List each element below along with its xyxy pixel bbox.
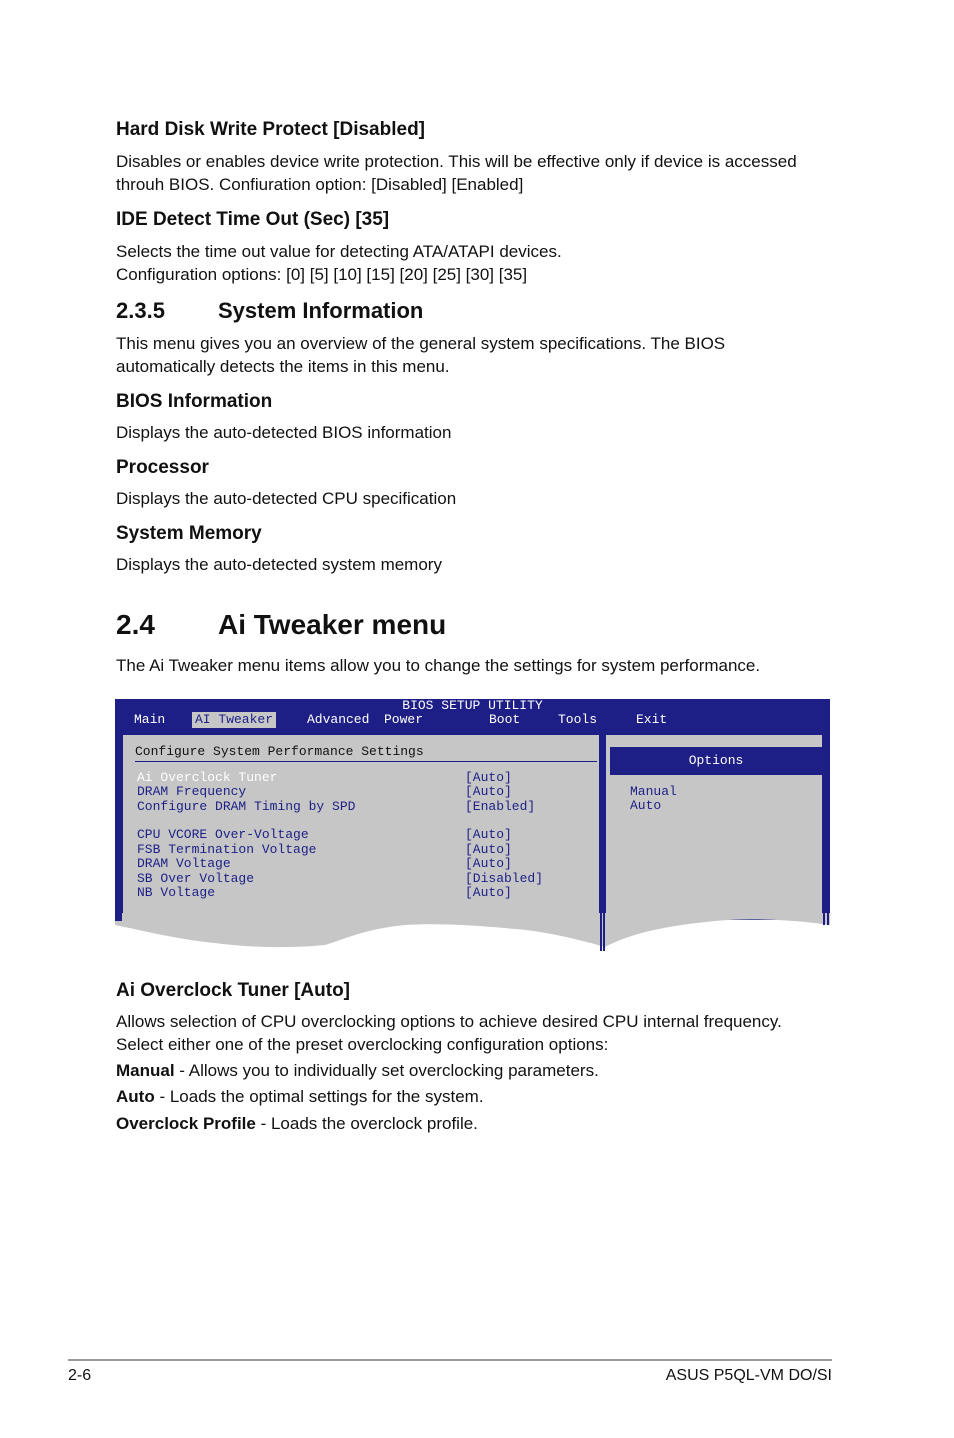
aioc-profile [116, 1112, 478, 1135]
options-panel [604, 733, 824, 919]
option-auto[interactable]: Auto [630, 798, 662, 813]
setting-value[interactable]: [Auto] [465, 784, 512, 799]
aitweaker-intro: The Ai Tweaker menu items allow you to change the settings for system performance. [116, 656, 761, 675]
setting-value[interactable]: [Auto] [465, 856, 512, 871]
ide-line1: Selects the time out value for detecting ATA/ATAPI devices. [116, 242, 562, 261]
setting-cpu-vcore[interactable]: CPU VCORE Over-Voltage [137, 827, 309, 842]
footer-page-number: 2-6 [68, 1367, 92, 1384]
ide-line2: Configuration options: [0] [5] [10] [15] [20] [25] [30] [35] [116, 265, 528, 284]
sysinfo-line2: automatically detects the items in this menu. [116, 357, 450, 376]
bios-menu-boot[interactable]: Boot [489, 712, 521, 727]
bios-menu-power[interactable]: Power [384, 712, 424, 727]
bios-menu-exit[interactable]: Exit [636, 712, 668, 727]
sysinfo-line1: This menu gives you an overview of the general system specifications. The BIOS [116, 334, 726, 353]
manual-text: - Allows you to individually set overclocking parameters. [174, 1061, 599, 1080]
setting-value[interactable]: [Auto] [465, 885, 512, 900]
sysmem-heading: System Memory [116, 523, 262, 544]
torn-edge [115, 913, 830, 953]
bios-body [115, 730, 830, 920]
processor-heading: Processor [116, 457, 209, 478]
ide-heading: IDE Detect Time Out (Sec) [35] [116, 209, 390, 230]
aioc-manual [116, 1059, 599, 1082]
setting-dram-voltage[interactable]: DRAM Voltage [137, 856, 231, 871]
option-manual[interactable]: Manual [630, 784, 677, 799]
setting-value[interactable]: [Auto] [465, 842, 512, 857]
sysmem-text: Displays the auto-detected system memory [116, 555, 442, 574]
setting-value[interactable]: [Auto] [465, 827, 512, 842]
aioc-heading: Ai Overclock Tuner [Auto] [116, 980, 351, 1001]
hdwp-line2: throuh BIOS. Confiuration option: [Disabled] [Enabled] [116, 175, 524, 194]
profile-label: Overclock Profile [116, 1114, 256, 1133]
section-title: Ai Tweaker menu [218, 609, 447, 640]
setting-value[interactable]: [Enabled] [465, 799, 536, 814]
section-number: 2.4 [116, 609, 155, 640]
section-title: System Information [218, 298, 424, 323]
bios-menu-tools[interactable]: Tools [558, 712, 598, 727]
bios-menu-ai-tweaker[interactable]: AI Tweaker [192, 712, 276, 728]
footer-product: ASUS P5QL-VM DO/SI [665, 1367, 832, 1384]
settings-panel [121, 733, 601, 919]
setting-sb-over-voltage[interactable]: SB Over Voltage [137, 871, 255, 886]
section-235-heading [116, 298, 423, 324]
options-title: Options [610, 747, 822, 775]
bios-title: BIOS SETUP UTILITY [402, 698, 543, 713]
aioc-line2: Select either one of the preset overclocking configuration options: [116, 1035, 609, 1054]
aioc-auto [116, 1085, 484, 1108]
section-24-heading [116, 609, 446, 641]
manual-label: Manual [116, 1061, 175, 1080]
processor-text: Displays the auto-detected CPU specification [116, 489, 457, 508]
bios-menu-advanced[interactable]: Advanced [307, 712, 370, 727]
bios-menu-bar [115, 712, 830, 728]
aioc-line1: Allows selection of CPU overclocking options to achieve desired CPU internal frequency. [116, 1012, 782, 1031]
auto-text: - Loads the optimal settings for the system. [154, 1087, 484, 1106]
panel-divider [135, 761, 597, 762]
hdwp-heading: Hard Disk Write Protect [Disabled] [116, 119, 426, 140]
setting-value[interactable]: [Disabled] [465, 871, 544, 886]
bios-screenshot [115, 699, 830, 951]
footer-rule [68, 1359, 832, 1361]
setting-value[interactable]: [Auto] [465, 770, 512, 785]
hdwp-line1: Disables or enables device write protection. This will be effective only if device is accessed [116, 152, 797, 171]
section-number: 2.3.5 [116, 298, 165, 323]
setting-ai-overclock-tuner[interactable]: Ai Overclock Tuner [137, 770, 278, 785]
bios-info-text: Displays the auto-detected BIOS information [116, 423, 452, 442]
bios-header [115, 699, 830, 730]
auto-label: Auto [116, 1087, 155, 1106]
setting-dram-frequency[interactable]: DRAM Frequency [137, 784, 247, 799]
panel-heading: Configure System Performance Settings [135, 744, 424, 759]
bios-info-heading: BIOS Information [116, 391, 273, 412]
profile-text: - Loads the overclock profile. [255, 1114, 478, 1133]
setting-fsb-termination[interactable]: FSB Termination Voltage [137, 842, 317, 857]
setting-dram-timing-spd[interactable]: Configure DRAM Timing by SPD [137, 799, 356, 814]
bios-menu-main[interactable]: Main [134, 712, 166, 727]
setting-nb-voltage[interactable]: NB Voltage [137, 885, 216, 900]
